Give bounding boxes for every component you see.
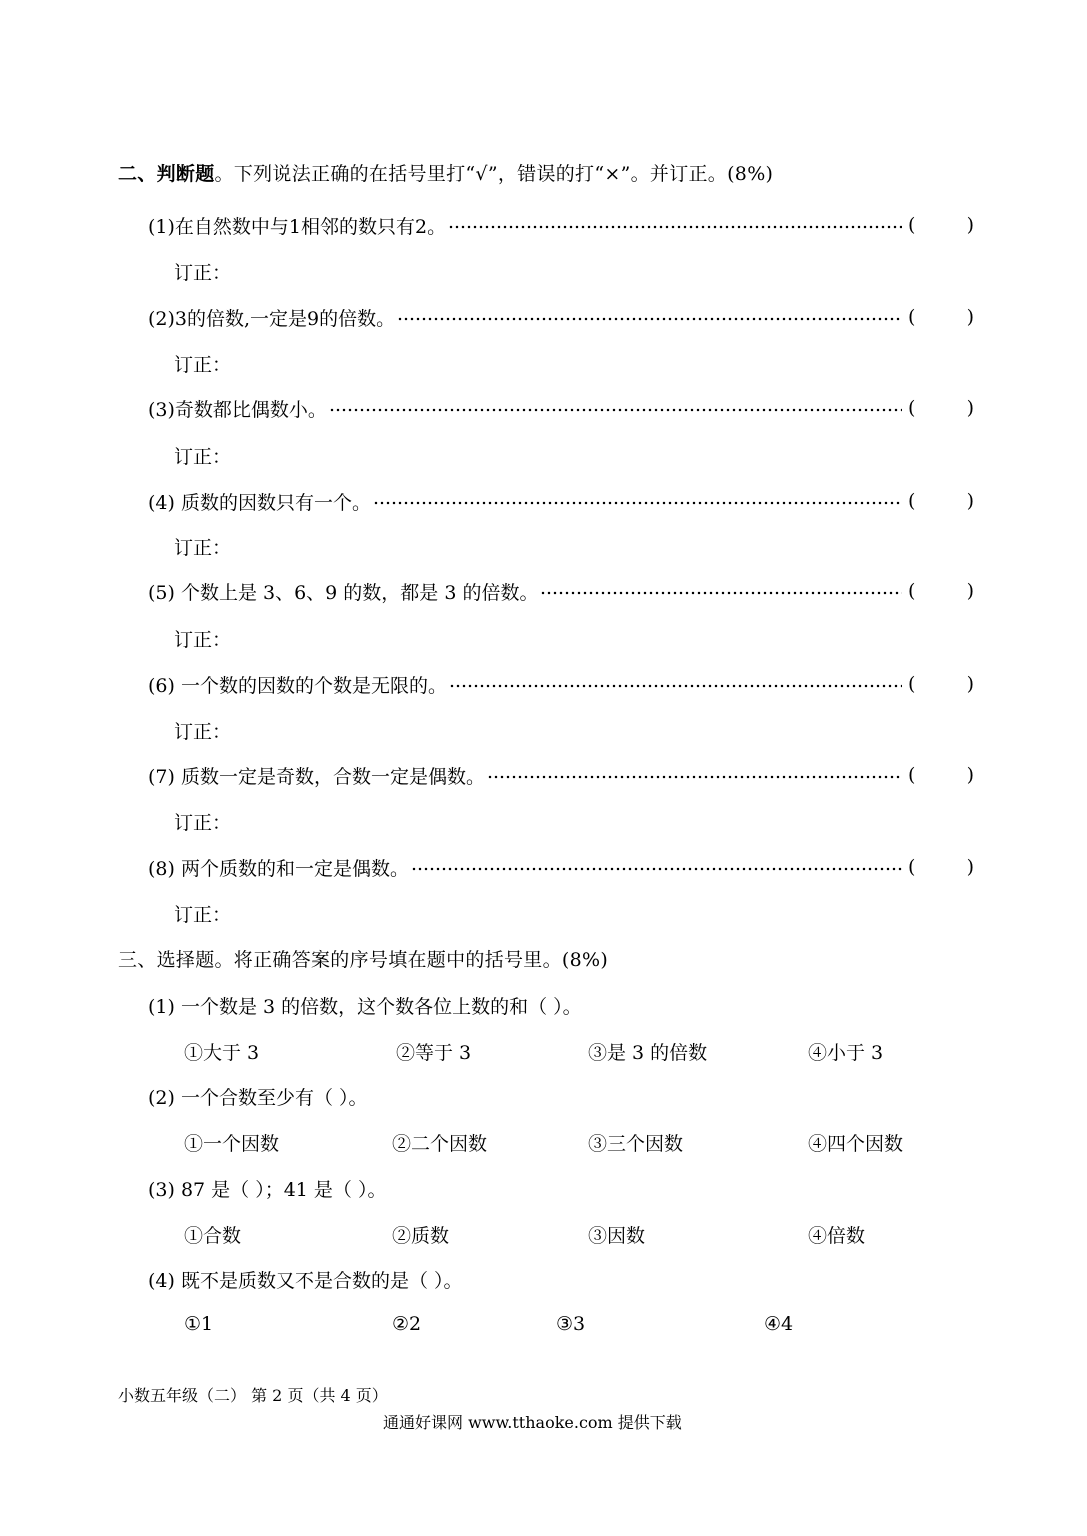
judgment-item-3	[148, 395, 974, 421]
section-2-title-label: 二、判断题	[118, 163, 215, 185]
footer-source: 通通好课网 www.tthaoke.com 提供下载	[383, 1413, 682, 1432]
paren-open: (	[908, 306, 916, 328]
dot-leader	[449, 684, 902, 688]
correction-line-4: 订正：	[174, 537, 232, 559]
paren-close: )	[966, 490, 974, 512]
answer-blank[interactable]	[908, 673, 974, 695]
choice-option[interactable]: ④小于 3	[808, 1042, 884, 1064]
paren-close: )	[966, 764, 974, 786]
answer-blank[interactable]	[908, 764, 974, 786]
judgment-item-text: (3)奇数都比偶数小。	[148, 398, 327, 421]
paren-close: )	[966, 856, 974, 878]
judgment-item-1	[148, 212, 974, 238]
correction-line-8: 订正：	[174, 904, 232, 926]
judgment-item-4	[148, 488, 974, 514]
choice-option[interactable]: ②等于 3	[396, 1042, 472, 1064]
choice-question-1: (1) 一个数是 3 的倍数，这个数各位上数的和（ ）。	[148, 996, 582, 1018]
paren-open: (	[908, 764, 916, 786]
choice-option[interactable]: ④倍数	[808, 1225, 866, 1247]
choice-option[interactable]: ②质数	[392, 1225, 450, 1247]
correction-line-5: 订正：	[174, 629, 232, 651]
paren-open: (	[908, 214, 916, 236]
judgment-item-7	[148, 762, 974, 788]
judgment-item-text: (2)3的倍数,一定是9的倍数。	[148, 307, 396, 330]
paren-open: (	[908, 673, 916, 695]
paren-open: (	[908, 397, 916, 419]
section-2-title	[118, 159, 773, 186]
paren-open: (	[908, 490, 916, 512]
footer-page-info: 小数五年级（二） 第 2 页（共 4 页）	[118, 1386, 388, 1405]
dot-leader	[448, 225, 902, 229]
choice-question-3: (3) 87 是（ ）；41 是（ ）。	[148, 1179, 387, 1201]
section-3-title: 三、选择题。将正确答案的序号填在题中的括号里。(8%)	[118, 949, 609, 971]
choice-option[interactable]: ①合数	[184, 1225, 242, 1247]
judgment-item-text: (7) 质数一定是奇数，合数一定是偶数。	[148, 765, 485, 788]
dot-leader	[540, 591, 902, 595]
correction-line-7: 订正：	[174, 812, 232, 834]
judgment-item-text: (6) 一个数的因数的个数是无限的。	[148, 674, 447, 697]
dot-leader	[373, 501, 902, 505]
choice-option[interactable]: ③三个因数	[588, 1133, 684, 1155]
judgment-item-5	[148, 578, 974, 604]
judgment-item-2	[148, 304, 974, 330]
choice-option[interactable]: ②二个因数	[392, 1133, 488, 1155]
paren-close: )	[966, 673, 974, 695]
dot-leader	[411, 867, 902, 871]
judgment-item-text: (1)在自然数中与1相邻的数只有2。	[148, 215, 447, 238]
choice-question-4: (4) 既不是质数又不是合数的是（ ）。	[148, 1270, 463, 1292]
judgment-item-text: (4) 质数的因数只有一个。	[148, 491, 371, 514]
section-2-title-instructions: 。下列说法正确的在括号里打“√”，错误的打“×”。并订正。(8%)	[214, 163, 774, 185]
correction-line-6: 订正：	[174, 721, 232, 743]
choice-option[interactable]: ①一个因数	[184, 1133, 280, 1155]
choice-option[interactable]: ④4	[764, 1313, 794, 1335]
paren-close: )	[966, 580, 974, 602]
paren-close: )	[966, 397, 974, 419]
choice-option[interactable]: ③3	[556, 1313, 586, 1335]
judgment-item-text: (8) 两个质数的和一定是偶数。	[148, 857, 409, 880]
judgment-item-8	[148, 854, 974, 880]
paren-close: )	[966, 214, 974, 236]
choice-question-2: (2) 一个合数至少有（ ）。	[148, 1087, 368, 1109]
choice-option[interactable]: ③是 3 的倍数	[588, 1042, 708, 1064]
choice-option[interactable]: ②2	[392, 1313, 422, 1335]
answer-blank[interactable]	[908, 214, 974, 236]
paren-close: )	[966, 306, 974, 328]
paren-open: (	[908, 580, 916, 602]
dot-leader	[329, 408, 902, 412]
choice-option[interactable]: ①1	[184, 1313, 214, 1335]
judgment-item-text: (5) 个数上是 3、6、9 的数，都是 3 的倍数。	[148, 581, 539, 604]
answer-blank[interactable]	[908, 306, 974, 328]
answer-blank[interactable]	[908, 397, 974, 419]
dot-leader	[397, 317, 902, 321]
paren-open: (	[908, 856, 916, 878]
correction-line-2: 订正：	[174, 354, 232, 376]
judgment-item-6	[148, 671, 974, 697]
correction-line-1: 订正：	[174, 262, 232, 284]
choice-option[interactable]: ④四个因数	[808, 1133, 904, 1155]
dot-leader	[487, 775, 902, 779]
answer-blank[interactable]	[908, 856, 974, 878]
correction-line-3: 订正：	[174, 446, 232, 468]
choice-option[interactable]: ①大于 3	[184, 1042, 260, 1064]
choice-option[interactable]: ③因数	[588, 1225, 646, 1247]
answer-blank[interactable]	[908, 580, 974, 602]
answer-blank[interactable]	[908, 490, 974, 512]
